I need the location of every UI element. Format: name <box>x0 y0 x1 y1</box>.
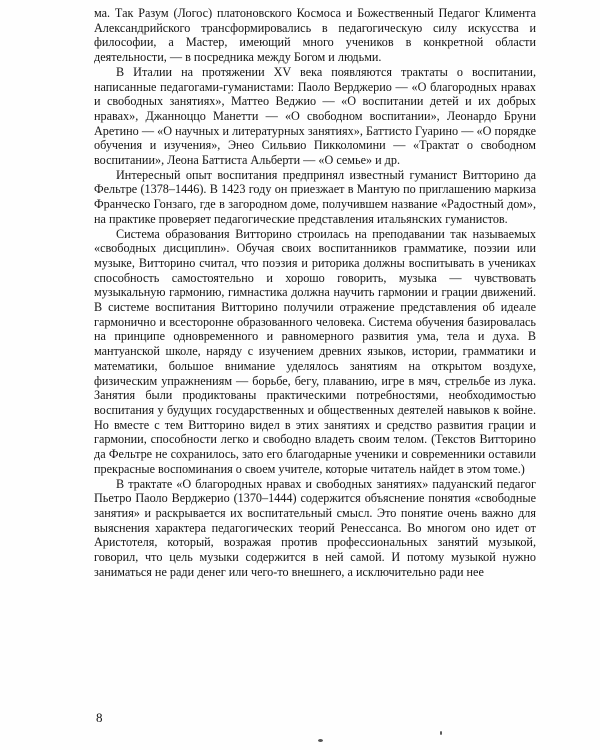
paragraph-italian-treatises: В Италии на протяжении XV века появляются трактаты о воспитании, написанные педагогами-гуманистами: Паоло Верджерио — «О благородных нравах и свободных занятиях», Маттео Веджио — «О воспитании детей и их добрых нравах», Джанноццо Манетти — «О свободном воспитании», Леонардо Бруни Аретино — «О научных и литературных занятиях», Баттисто Гуарино — «О порядке обучения и изучения», Энео Сильвио Пикколомини — «Трактат о свободном воспитании», Леона Баттиста Альберти — «О семье» и др. <box>94 64 536 168</box>
body-text <box>94 6 536 579</box>
scan-speck <box>318 739 323 742</box>
paragraph-continuation: ма. Так Разум (Логос) платоновского Космоса и Божественный Педагог Климента Александрийского трансформировались в педагогическую силу искусства и философии, а Мастер, имеющий много учеников в конкретной области деятельности, — в посредника между Богом и людьми. <box>94 6 536 65</box>
page-number: 8 <box>96 710 103 725</box>
paragraph-vergerio-treatise: В трактате «О благородных нравах и свободных занятиях» падуанский педагог Пьетро Паоло Верджерио (1370–1444) содержится объяснение понятия «свободные занятия» и раскрывается их воспитательный смысл. Это понятие очень важно для выяснения характера педагогических теорий Ренессанса. Во многом оно идет от Аристотеля, который, возражая против профессиональных занятий музыкой, говорил, что цель музыки содержится в ней самой. И потому музыкой нужно заниматься не ради денег или чего-то внешнего, а исключительно ради нее <box>94 476 536 579</box>
paragraph-vittorino-experience: Интересный опыт воспитания предпринял известный гуманист Витторино да Фельтре (1378–1446). В 1423 году он приезжает в Мантую по приглашению маркиза Франческо Гонзаго, где в загородном доме, получившем название «Радостный дом», на практике проверяет педагогические представления итальянских гуманистов. <box>94 167 536 226</box>
paragraph-education-system: Система образования Витторино строилась на преподавании так называемых «свободных дисциплин». Обучая своих воспитанников грамматике, поэзии или музыке, Витторино считал, что поэзия и риторика должны воспитывать в учениках способность самостоятельно и хорошо говорить, музыка — чувствовать музыкальную гармонию, гимнастика должна научить гармонии и грации движений. В системе воспитания Витторино получили отражение представления об идеале гармонично и всесторонне образованного человека. Система обучения базировалась на принципе одновременного и равномерного развития ума, тела и духа. В мантуанской школе, наряду с изучением древних языков, истории, грамматики и математики, большое внимание уделялось занятиям на открытом воздухе, физическим упражнениям — борьбе, бегу, плаванию, игре в мяч, стрельбе из лука. Занятия были продиктованы практическими потребностями, необходимостью воспитания у будущих государственных и общественных деятелей навыков к войне. Но вместе с тем Витторино видел в этих занятиях и средство развития грации и гармонии, способности легко и свободно владеть своим телом. (Текстов Витторино да Фельтре не сохранилось, зато его благодарные ученики и современники оставили прекрасные воспоминания о своем учителе, которые читатель найдет в этом томе.) <box>94 226 536 476</box>
scan-speck <box>440 731 442 735</box>
